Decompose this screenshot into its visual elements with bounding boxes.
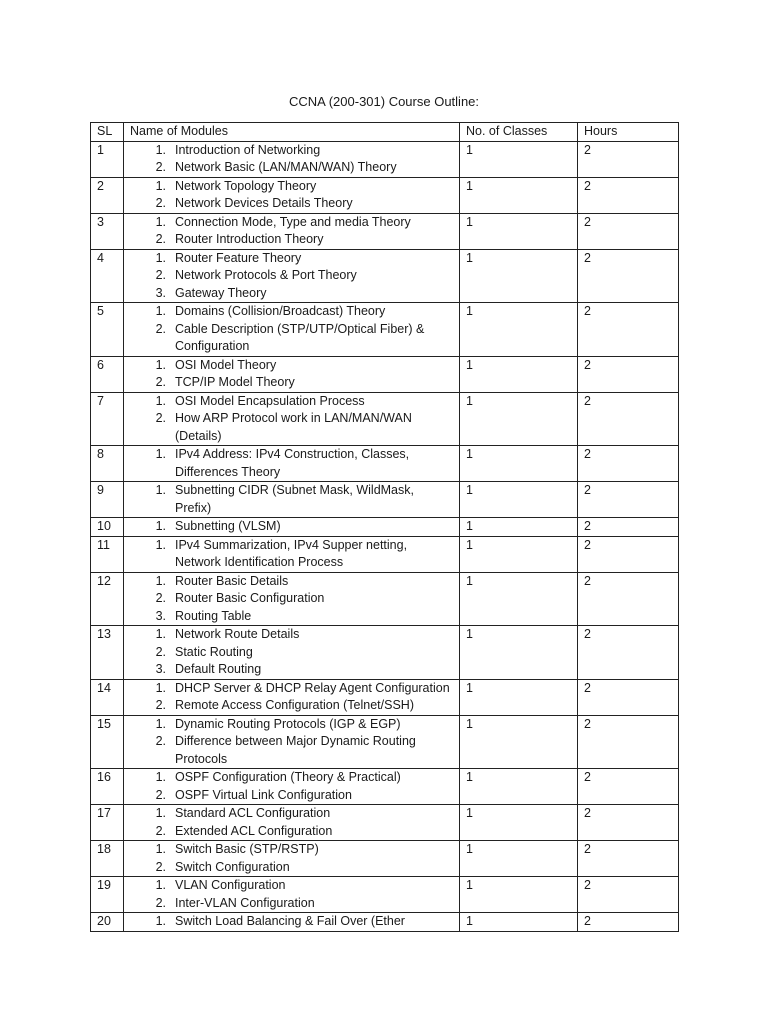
table-row <box>91 446 679 482</box>
row-sl-cell: 8 <box>91 446 124 482</box>
row-classes-cell: 1 <box>460 841 578 877</box>
table-row <box>91 805 679 841</box>
row-hours-cell: 2 <box>578 392 679 446</box>
module-list <box>130 214 453 249</box>
module-item <box>130 590 453 608</box>
row-hours-cell: 2 <box>578 177 679 213</box>
page-title: CCNA (200-301) Course Outline: <box>288 94 480 109</box>
row-hours-cell: 2 <box>578 572 679 626</box>
module-item-text: IPv4 Summarization, IPv4 Supper netting, Network Identification Process <box>175 537 408 569</box>
module-item <box>130 859 453 877</box>
row-classes-cell: 1 <box>460 518 578 537</box>
row-modules-cell <box>124 715 460 769</box>
row-hours-cell: 2 <box>578 518 679 537</box>
module-item-number: 1. <box>155 573 166 588</box>
header-no-of-classes: No. of Classes <box>460 123 578 142</box>
module-item <box>130 823 453 841</box>
row-modules-cell <box>124 769 460 805</box>
module-item <box>130 142 453 160</box>
row-sl-cell: 2 <box>91 177 124 213</box>
row-modules-cell <box>124 392 460 446</box>
header-hours: Hours <box>578 123 679 142</box>
module-item-text: Introduction of Networking <box>175 142 321 157</box>
row-sl-cell: 3 <box>91 213 124 249</box>
row-modules-cell <box>124 141 460 177</box>
row-modules-cell <box>124 841 460 877</box>
row-modules-cell <box>124 626 460 680</box>
module-item-text: DHCP Server & DHCP Relay Agent Configuration <box>175 680 450 695</box>
row-classes-cell: 1 <box>460 446 578 482</box>
row-hours-cell: 2 <box>578 446 679 482</box>
module-item <box>130 895 453 913</box>
module-list <box>130 357 453 392</box>
row-hours-cell: 2 <box>578 769 679 805</box>
row-hours-cell: 2 <box>578 249 679 303</box>
row-hours-cell: 2 <box>578 303 679 357</box>
module-item-text: How ARP Protocol work in LAN/MAN/WAN (Details) <box>175 411 412 443</box>
module-item-number: 1. <box>155 806 166 820</box>
row-modules-cell <box>124 679 460 715</box>
module-item-number: 2. <box>155 375 166 389</box>
module-item-number: 3. <box>155 285 166 300</box>
row-classes-cell: 1 <box>460 572 578 626</box>
module-item-number: 2. <box>155 268 166 282</box>
module-item-number: 2. <box>155 734 166 748</box>
table-row <box>91 536 679 572</box>
module-item <box>130 374 453 392</box>
module-item-text: Switch Configuration <box>175 859 290 874</box>
module-item <box>130 250 453 268</box>
module-list <box>130 626 453 679</box>
module-item-number: 1. <box>155 627 166 641</box>
module-item-number: 1. <box>155 250 166 265</box>
module-item <box>130 680 453 698</box>
module-item-number: 2. <box>155 859 166 874</box>
module-item-text: Network Basic (LAN/MAN/WAN) Theory <box>175 160 397 174</box>
module-item <box>130 357 453 375</box>
module-item-number: 2. <box>155 321 166 336</box>
module-list <box>130 393 453 446</box>
table-row <box>91 249 679 303</box>
module-item <box>130 787 453 805</box>
module-list <box>130 446 453 481</box>
row-hours-cell: 2 <box>578 805 679 841</box>
module-list <box>130 805 453 840</box>
module-item-text: Difference between Major Dynamic Routing Protocols <box>175 734 416 766</box>
row-sl-cell: 18 <box>91 841 124 877</box>
module-item <box>130 644 453 662</box>
row-modules-cell <box>124 177 460 213</box>
module-item <box>130 608 453 626</box>
module-item-number: 1. <box>155 214 166 229</box>
module-item-text: Subnetting (VLSM) <box>175 519 281 533</box>
row-sl-cell: 15 <box>91 715 124 769</box>
module-list <box>130 518 453 536</box>
row-classes-cell: 1 <box>460 769 578 805</box>
module-item-text: Router Basic Details <box>175 573 289 588</box>
row-sl-cell: 14 <box>91 679 124 715</box>
module-item-text: Router Feature Theory <box>175 250 302 265</box>
row-modules-cell <box>124 536 460 572</box>
module-item <box>130 231 453 249</box>
header-name-of-modules: Name of Modules <box>124 123 460 142</box>
module-item-text: OSPF Configuration (Theory & Practical) <box>175 770 401 784</box>
row-classes-cell: 1 <box>460 249 578 303</box>
module-item-text: Routing Table <box>175 608 252 623</box>
module-item-number: 1. <box>155 537 166 552</box>
row-hours-cell: 2 <box>578 679 679 715</box>
module-item <box>130 482 453 517</box>
row-classes-cell: 1 <box>460 715 578 769</box>
row-sl-cell: 16 <box>91 769 124 805</box>
row-hours-cell: 2 <box>578 213 679 249</box>
table-row <box>91 626 679 680</box>
module-item-number: 1. <box>155 357 166 372</box>
module-item-text: VLAN Configuration <box>175 878 286 892</box>
module-item-text: Switch Basic (STP/RSTP) <box>175 842 319 856</box>
module-item-number: 1. <box>155 178 166 193</box>
module-list <box>130 250 453 303</box>
module-item <box>130 518 453 536</box>
module-list <box>130 680 453 715</box>
row-classes-cell: 1 <box>460 482 578 518</box>
row-modules-cell <box>124 446 460 482</box>
row-modules-cell <box>124 877 460 913</box>
module-item-number: 1. <box>155 770 166 784</box>
row-sl-cell: 12 <box>91 572 124 626</box>
module-item-text: Cable Description (STP/UTP/Optical Fiber) & Configuration <box>175 321 425 353</box>
table-row <box>91 392 679 446</box>
module-item-number: 1. <box>155 842 166 856</box>
module-item-text: OSI Model Encapsulation Process <box>175 393 365 408</box>
module-list <box>130 716 453 769</box>
row-sl-cell: 5 <box>91 303 124 357</box>
module-item-text: OSPF Virtual Link Configuration <box>175 787 352 802</box>
table-row <box>91 177 679 213</box>
row-sl-cell: 1 <box>91 141 124 177</box>
row-sl-cell: 17 <box>91 805 124 841</box>
row-classes-cell: 1 <box>460 392 578 446</box>
module-item-text: Network Protocols & Port Theory <box>175 268 357 282</box>
module-item-text: Extended ACL Configuration <box>175 823 333 838</box>
module-list <box>130 537 453 572</box>
table-row <box>91 715 679 769</box>
row-sl-cell: 19 <box>91 877 124 913</box>
module-item-number: 2. <box>155 823 166 838</box>
module-list <box>130 841 453 876</box>
row-modules-cell <box>124 518 460 537</box>
row-sl-cell: 11 <box>91 536 124 572</box>
table-row <box>91 877 679 913</box>
module-item <box>130 573 453 591</box>
module-list <box>130 482 453 517</box>
row-hours-cell: 2 <box>578 141 679 177</box>
module-item-number: 1. <box>155 878 166 892</box>
module-item <box>130 446 453 481</box>
row-classes-cell: 1 <box>460 913 578 932</box>
row-modules-cell <box>124 572 460 626</box>
row-sl-cell: 20 <box>91 913 124 932</box>
module-item <box>130 626 453 644</box>
row-modules-cell <box>124 482 460 518</box>
module-item-text: Network Devices Details Theory <box>175 196 353 210</box>
module-item-text: Dynamic Routing Protocols (IGP & EGP) <box>175 716 401 731</box>
row-sl-cell: 4 <box>91 249 124 303</box>
module-item-number: 2. <box>155 591 166 605</box>
row-modules-cell <box>124 303 460 357</box>
row-modules-cell <box>124 213 460 249</box>
row-hours-cell: 2 <box>578 356 679 392</box>
row-hours-cell: 2 <box>578 841 679 877</box>
module-item <box>130 195 453 213</box>
row-sl-cell: 9 <box>91 482 124 518</box>
row-classes-cell: 1 <box>460 213 578 249</box>
header-sl: SL <box>91 123 124 142</box>
row-modules-cell <box>124 356 460 392</box>
row-classes-cell: 1 <box>460 303 578 357</box>
module-item <box>130 303 453 321</box>
module-item <box>130 733 453 768</box>
row-sl-cell: 6 <box>91 356 124 392</box>
table-row <box>91 213 679 249</box>
row-hours-cell: 2 <box>578 913 679 932</box>
row-sl-cell: 10 <box>91 518 124 537</box>
module-item-text: IPv4 Address: IPv4 Construction, Classes, Differences Theory <box>175 447 410 479</box>
module-list <box>130 913 453 931</box>
module-item-number: 1. <box>155 519 166 533</box>
module-item-text: Standard ACL Configuration <box>175 806 331 820</box>
row-hours-cell: 2 <box>578 482 679 518</box>
module-item-number: 1. <box>155 304 166 318</box>
module-item-text: OSI Model Theory <box>175 357 277 372</box>
row-classes-cell: 1 <box>460 177 578 213</box>
module-item-text: TCP/IP Model Theory <box>175 375 295 389</box>
module-item-text: Inter-VLAN Configuration <box>175 895 315 910</box>
module-item <box>130 913 453 931</box>
module-item <box>130 321 453 356</box>
module-list <box>130 142 453 177</box>
module-item-text: Network Topology Theory <box>175 178 317 193</box>
row-modules-cell <box>124 805 460 841</box>
module-item-text: Subnetting CIDR (Subnet Mask, WildMask, Prefix) <box>175 483 414 515</box>
table-row <box>91 303 679 357</box>
module-item-text: Remote Access Configuration (Telnet/SSH) <box>175 698 414 712</box>
table-row <box>91 141 679 177</box>
module-item <box>130 159 453 177</box>
row-hours-cell: 2 <box>578 536 679 572</box>
module-item <box>130 214 453 232</box>
row-classes-cell: 1 <box>460 536 578 572</box>
table-row <box>91 913 679 932</box>
module-item-number: 2. <box>155 196 166 210</box>
table-body <box>91 141 679 931</box>
module-item-text: Static Routing <box>175 644 253 659</box>
module-item-number: 1. <box>155 680 166 695</box>
module-item <box>130 267 453 285</box>
row-classes-cell: 1 <box>460 356 578 392</box>
module-item <box>130 841 453 859</box>
module-item-number: 2. <box>155 644 166 659</box>
course-outline-table <box>90 122 679 932</box>
module-item <box>130 410 453 445</box>
row-modules-cell <box>124 913 460 932</box>
module-item <box>130 805 453 823</box>
module-list <box>130 573 453 626</box>
row-classes-cell: 1 <box>460 877 578 913</box>
row-sl-cell: 13 <box>91 626 124 680</box>
module-item-text: Connection Mode, Type and media Theory <box>175 214 411 229</box>
module-item-number: 2. <box>155 787 166 802</box>
module-item-text: Default Routing <box>175 662 262 676</box>
module-item-text: Router Introduction Theory <box>175 232 324 246</box>
module-item <box>130 178 453 196</box>
module-item <box>130 537 453 572</box>
module-item-number: 2. <box>155 895 166 910</box>
row-classes-cell: 1 <box>460 141 578 177</box>
module-list <box>130 178 453 213</box>
module-item-number: 3. <box>155 608 166 623</box>
module-item-text: Router Basic Configuration <box>175 591 325 605</box>
module-item-number: 1. <box>155 483 166 497</box>
row-hours-cell: 2 <box>578 877 679 913</box>
row-classes-cell: 1 <box>460 805 578 841</box>
table-row <box>91 572 679 626</box>
module-item-number: 2. <box>155 232 166 246</box>
table-row <box>91 769 679 805</box>
module-list <box>130 769 453 804</box>
row-classes-cell: 1 <box>460 679 578 715</box>
row-hours-cell: 2 <box>578 715 679 769</box>
module-item-text: Domains (Collision/Broadcast) Theory <box>175 304 386 318</box>
table-row <box>91 356 679 392</box>
module-list <box>130 303 453 356</box>
row-modules-cell <box>124 249 460 303</box>
module-item <box>130 697 453 715</box>
module-item-number: 2. <box>155 160 166 174</box>
table-header-row <box>91 123 679 142</box>
module-item-number: 1. <box>155 393 166 408</box>
table-row <box>91 482 679 518</box>
module-item <box>130 877 453 895</box>
module-item-number: 1. <box>155 716 166 731</box>
table-row <box>91 841 679 877</box>
module-item-text: Gateway Theory <box>175 285 267 300</box>
module-item <box>130 716 453 734</box>
module-item-text: Network Route Details <box>175 627 300 641</box>
module-item <box>130 661 453 679</box>
row-classes-cell: 1 <box>460 626 578 680</box>
table-row <box>91 518 679 537</box>
row-sl-cell: 7 <box>91 392 124 446</box>
module-item-number: 1. <box>155 914 166 928</box>
module-item-number: 2. <box>155 698 166 712</box>
module-item <box>130 393 453 411</box>
module-item-text: Switch Load Balancing & Fail Over (Ether <box>175 914 405 928</box>
module-item-number: 3. <box>155 662 166 676</box>
row-hours-cell: 2 <box>578 626 679 680</box>
module-item <box>130 285 453 303</box>
module-list <box>130 877 453 912</box>
module-item-number: 1. <box>155 142 166 157</box>
table-row <box>91 679 679 715</box>
module-item-number: 1. <box>155 447 166 461</box>
module-item-number: 2. <box>155 411 166 425</box>
module-item <box>130 769 453 787</box>
